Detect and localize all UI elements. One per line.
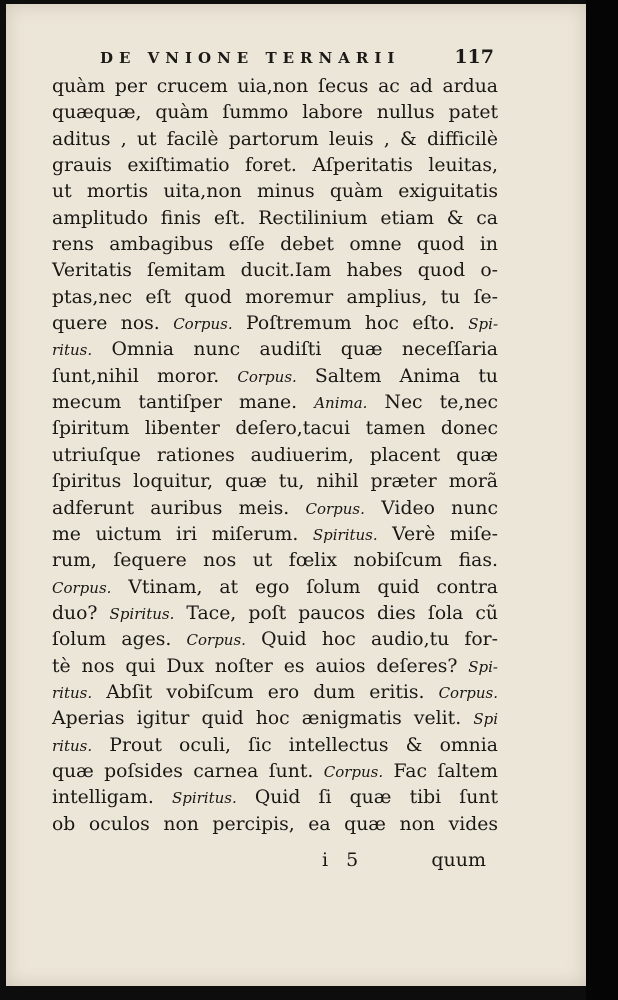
text-run: ptas,nec eſt quod moremur amplius, tu ſe- bbox=[52, 286, 498, 308]
running-head: DE VNIONE TERNARII bbox=[100, 49, 401, 67]
text-run: ut mortis uita,non minus quàm exiguitatis bbox=[52, 181, 498, 203]
text-line bbox=[52, 337, 498, 363]
text-run: Quid ſi quæ tibi ſunt bbox=[236, 787, 498, 809]
speaker-name: ritus. bbox=[52, 683, 93, 702]
text-run: Fac ſaltem bbox=[383, 760, 498, 782]
text-run: amplitudo finis eſt. Rectilinium etiam & ca bbox=[52, 207, 498, 229]
text-run: Nec te,nec bbox=[367, 392, 498, 414]
text-run: ſpiritus loquitur, quæ tu, nihil præter morã bbox=[52, 471, 498, 493]
text-run: me uictum iri miſerum. bbox=[52, 523, 313, 545]
text-line bbox=[52, 311, 498, 337]
text-run: duo? bbox=[52, 602, 110, 624]
text-line bbox=[52, 74, 498, 100]
body-text bbox=[52, 74, 498, 838]
text-line bbox=[52, 680, 498, 706]
scan-border bbox=[586, 0, 618, 1000]
signature-mark: i 5 bbox=[322, 849, 365, 871]
text-run: adferunt auribus meis. bbox=[52, 497, 306, 519]
text-line bbox=[52, 654, 498, 680]
text-line bbox=[52, 416, 498, 442]
page-number: 117 bbox=[454, 46, 494, 68]
text-line bbox=[52, 601, 498, 627]
text-line bbox=[52, 812, 498, 838]
speaker-name: Corpus. bbox=[52, 578, 112, 597]
text-line bbox=[52, 179, 498, 205]
text-run: quæquæ, quàm ſummo labore nullus patet bbox=[52, 102, 498, 124]
text-run: Verè miſe- bbox=[377, 523, 498, 545]
text-line bbox=[52, 469, 498, 495]
text-line bbox=[52, 522, 498, 548]
text-line bbox=[52, 100, 498, 126]
text-run: mecum tantiſper mane. bbox=[52, 392, 315, 414]
text-line bbox=[52, 232, 498, 258]
speaker-name: Anima. bbox=[314, 394, 368, 413]
page-footer bbox=[52, 849, 498, 877]
page-header bbox=[60, 46, 494, 74]
speaker-name: Spiritus. bbox=[312, 525, 378, 544]
speaker-name: Spi- bbox=[468, 657, 498, 676]
speaker-name: Spiritus. bbox=[171, 789, 237, 808]
text-run: ob oculos non percipis, ea quæ non vides bbox=[52, 813, 498, 835]
speaker-name: Spi bbox=[473, 710, 498, 729]
text-run: rum, ſequere nos ut fœlix nobiſcum fias. bbox=[52, 550, 498, 572]
text-line bbox=[52, 285, 498, 311]
text-run: intelligam. bbox=[52, 787, 172, 809]
text-line bbox=[52, 548, 498, 574]
speaker-name: ritus. bbox=[52, 736, 93, 755]
text-run: tè nos qui Dux noſter es auios deſeres? bbox=[52, 655, 469, 677]
text-line bbox=[52, 443, 498, 469]
catchword: quum bbox=[431, 849, 486, 871]
text-run: Tace, poſt paucos dies ſola cũ bbox=[174, 602, 498, 624]
text-line bbox=[52, 785, 498, 811]
text-run: Video nunc bbox=[364, 497, 498, 519]
speaker-name: Spi- bbox=[468, 315, 499, 334]
speaker-name: Spiritus. bbox=[109, 604, 175, 623]
speaker-name: Corpus. bbox=[438, 683, 498, 702]
text-run: quàm per crucem uia,non ſecus ac ad ardua bbox=[52, 76, 498, 97]
speaker-name: ritus. bbox=[52, 341, 93, 360]
text-line bbox=[52, 390, 498, 416]
text-run: Poſtremum hoc eſto. bbox=[232, 313, 469, 335]
text-run: Vtinam, at ego ſolum quid contra bbox=[111, 576, 498, 598]
text-line bbox=[52, 759, 498, 785]
text-line bbox=[52, 364, 498, 390]
speaker-name: Corpus. bbox=[173, 315, 233, 334]
text-run: aditus , ut facilè partorum leuis , & difficilè bbox=[52, 128, 498, 150]
text-line bbox=[52, 575, 498, 601]
text-run: Omnia nunc audiſti quæ neceſſaria bbox=[92, 339, 498, 361]
text-run: Prout oculi, ſic intellectus & omnia bbox=[92, 734, 498, 756]
text-line bbox=[52, 127, 498, 153]
text-line bbox=[52, 206, 498, 232]
text-run: ſpiritum libenter deſero,tacui tamen donec bbox=[52, 418, 498, 440]
text-run: Aperias igitur quid hoc ænigmatis velit. bbox=[52, 708, 474, 730]
text-run: rens ambagibus eſſe debet omne quod in bbox=[52, 234, 498, 256]
text-line bbox=[52, 706, 498, 732]
text-run: ſolum ages. bbox=[52, 629, 187, 651]
text-run: Veritatis ſemitam ducit.Iam habes quod o- bbox=[52, 260, 498, 282]
text-run: Quid hoc audio,tu for- bbox=[245, 629, 498, 651]
text-line bbox=[52, 627, 498, 653]
text-run: utriuſque rationes audiuerim, placent quæ bbox=[52, 444, 498, 466]
speaker-name: Corpus. bbox=[323, 762, 384, 781]
text-line bbox=[52, 496, 498, 522]
text-run: Saltem Anima tu bbox=[296, 365, 498, 387]
text-run: ſunt,nihil moror. bbox=[52, 365, 238, 387]
speaker-name: Corpus. bbox=[186, 631, 246, 650]
text-line bbox=[52, 733, 498, 759]
speaker-name: Corpus. bbox=[305, 499, 365, 518]
speaker-name: Corpus. bbox=[237, 367, 297, 386]
text-run: quæ poſsides carnea ſunt. bbox=[52, 760, 324, 782]
text-line bbox=[52, 258, 498, 284]
text-run: Abſit vobiſcum ero dum eritis. bbox=[92, 681, 439, 703]
text-line bbox=[52, 153, 498, 179]
text-run: grauis exiſtimatio foret. Aſperitatis leuitas, bbox=[52, 155, 498, 177]
text-run: quere nos. bbox=[52, 313, 174, 335]
